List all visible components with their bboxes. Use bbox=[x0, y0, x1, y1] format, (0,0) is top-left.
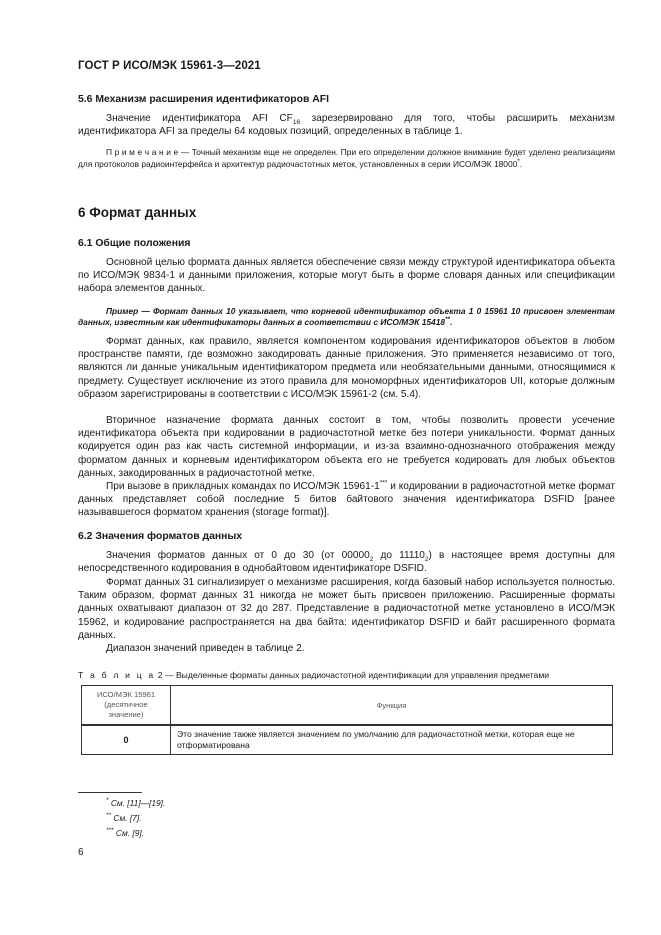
subscript: 16 bbox=[292, 119, 301, 127]
section-6-1-paragraph-1: Основной целью формата данных является обеспечение связи между структурой идентификатора объекта по ИСО/МЭК 9834-1 и данными приложения, которые могут быть в форме словаря данных или спецификации набора элементов данных. bbox=[78, 257, 615, 295]
example-text: Пример — Формат данных 10 указывает, что корневой идентификатор объекта 1 0 15961 10 присвоен элементам данных, известным как идентификаторы данных в соответствии с ИСО/МЭК 15418 bbox=[78, 306, 615, 328]
footnote-text: См. [7]. bbox=[111, 813, 142, 823]
section-5-6-title: 5.6 Механизм расширения идентификаторов AFI bbox=[78, 94, 329, 105]
section-6-1-paragraph-2: Формат данных, как правило, является компонентом кодирования идентификаторов объектов в любом пространстве памяти, где возможно закодировать данные приложения. Это применяется независимо от того, являются ли данные уникальным идентификатором предмета или необязательными данными, относящимися к предмету. Существует исключение из этого правила для мономорфных идентификаторов UII, которые должным образом зарегистрированы в соответствии с ИСО/МЭК 15961-2 (см. 5.4). bbox=[78, 336, 615, 400]
footnote-mark: ** bbox=[106, 812, 112, 820]
section-6-2-paragraph-3: Диапазон значений приведен в таблице 2. bbox=[106, 643, 305, 654]
text-run: ) в настоящее время доступны для непосредственного кодирования в однобайтовом идентификаторе DSFID. bbox=[78, 550, 616, 575]
example-block bbox=[78, 306, 615, 329]
section-5-6-paragraph bbox=[78, 112, 615, 138]
text-run: . bbox=[450, 317, 453, 328]
footnote bbox=[106, 813, 141, 823]
note-label: П р и м е ч а н и е bbox=[106, 147, 179, 157]
note bbox=[78, 147, 615, 170]
footnote-ref: ** bbox=[445, 316, 451, 324]
footnote-ref: *** bbox=[379, 479, 388, 487]
section-6-2-paragraph-2: Формат данных 31 сигнализирует о механизме расширения, когда базовый набор используется полностью. Таким образом, формат данных 31 никогда не может быть присвоен приложению. Расширенные форматы данных охватывают диапазон от 32 до 287. Представление в радиочастотной метке установлено в ИСО/МЭК 15962, и кодирование распространяется на два байта: идентификатор DSFID и байт расширенного формата данных. bbox=[78, 577, 615, 641]
table-cell-value: 0 bbox=[82, 725, 171, 755]
text-run: . bbox=[519, 158, 523, 169]
text-run: и кодировании в радиочастотной метке формат данных представляет собой последние 5 битов байтового значения идентификатора DSFID [ранее называвшегося форматом хранения (storage format)]. bbox=[78, 481, 616, 519]
table-row bbox=[82, 725, 613, 755]
text-run: зарезервировано для того, чтобы расширить механизм идентификатора AFI за пределы 64 кодовых позиций, определенных в таблице 1. bbox=[78, 113, 615, 138]
text-run: Значения форматов данных от 0 до 30 (от 00000 bbox=[106, 550, 370, 561]
footnote-ref: * bbox=[517, 157, 520, 165]
table-caption bbox=[78, 670, 549, 680]
column-header-iso bbox=[82, 686, 171, 726]
text-run: При вызове в прикладных командах по ИСО/МЭК 15961-1 bbox=[106, 481, 380, 492]
header-line: ИСО/МЭК 15961 bbox=[96, 690, 156, 700]
subscript: 2 bbox=[369, 556, 374, 564]
footnote bbox=[106, 828, 144, 838]
section-6-1-paragraph-4 bbox=[78, 480, 615, 520]
section-6-1-paragraph-3: Вторичное назначение формата данных состоит в том, чтобы позволить провести усечение идентификатора объекта при кодировании в радиочастотной метке без потери уникальности. Формат данных кодируется один раз как часть системной информации, и из-за взаимно-однозначного отображения между форматом данных и корневым идентификатором объекта его не требуется кодировать для любых объектов данных, закодированных в радиочастотной метке. bbox=[78, 415, 615, 479]
header-line: значение) bbox=[108, 709, 144, 719]
table-header-row bbox=[82, 686, 613, 726]
note-text: — Точный механизм еще не определен. При его определении должное внимание будет уделено реализациям для протоколов радиоинтерфейса и архитектур радиочастотных меток, установленных в серии ИСО/МЭК 18000 bbox=[78, 147, 615, 169]
footnote-separator bbox=[78, 792, 142, 793]
column-header-function: Функция bbox=[171, 686, 613, 726]
page-number: 6 bbox=[78, 847, 84, 858]
footnote bbox=[106, 798, 165, 808]
footnote-mark: * bbox=[106, 797, 109, 805]
text-run: Значение идентификатора AFI CF bbox=[106, 113, 293, 124]
section-6-title: 6 Формат данных bbox=[78, 205, 197, 220]
footnote-text: См. [11]—[19]. bbox=[108, 798, 166, 808]
data-formats-table bbox=[81, 685, 613, 755]
table-caption-text: 2 — Выделенные форматы данных радиочастотной идентификации для управления предметами bbox=[155, 670, 550, 680]
section-6-2-paragraph-1 bbox=[78, 549, 615, 575]
section-6-1-title: 6.1 Общие положения bbox=[78, 238, 191, 249]
header-line: (десятичное bbox=[104, 700, 148, 710]
footnote-text: См. [9]. bbox=[113, 828, 145, 838]
table-label: Т а б л и ц а bbox=[78, 670, 156, 680]
footnote-mark: *** bbox=[106, 827, 114, 835]
table-cell-function: Это значение также является значением по умолчанию для радиочастотной метки, которая еще не отформатирована bbox=[171, 725, 613, 755]
text-run: до 11110 bbox=[373, 550, 425, 561]
document-header: ГОСТ Р ИСО/МЭК 15961-3—2021 bbox=[78, 60, 261, 72]
section-6-2-title: 6.2 Значения форматов данных bbox=[78, 531, 243, 542]
subscript: 2 bbox=[424, 556, 429, 564]
